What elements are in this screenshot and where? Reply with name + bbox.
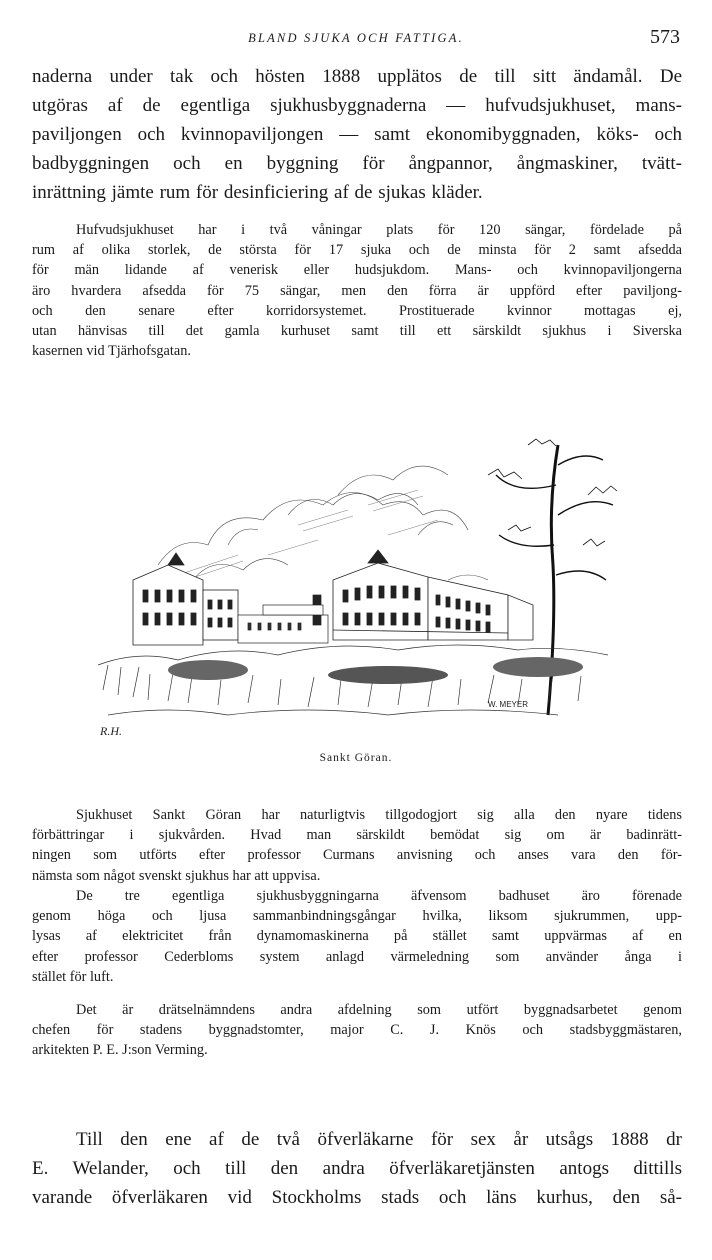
figure-caption: Sankt Göran. [319,752,393,764]
sky-hatching [178,490,438,581]
text-line: lysas af elektricitet från dynamomaskinerna på stället samt uppvärmas af en [32,928,682,945]
text-line: och den senare efter korridorsystemet. Prostituerade kvinnor mottagas ej, [32,302,682,319]
text-line: utan hänvisas till det gamla kurhuset samt till ett särskildt sjukhus i Siverska [32,323,682,340]
text-line: efter professor Cederbloms system anlagd värmeledning som använder ånga i [32,948,682,965]
text-line: rum af olika storlek, de största för 17 sjuka och de minsta för 2 samt afsedda [32,242,682,259]
text-line: äro hvardera afsedda för 75 sängar, men den förra är uppförd efter paviljong- [32,282,682,299]
running-head [32,26,680,50]
main-building [333,550,533,640]
foreground-grass [98,645,608,715]
text-line: paviljongen och kvinnopaviljongen — samt ekonomibyggnaden, köks- och [32,124,682,145]
text-line: stället för luft. [32,968,114,985]
signature-left: R.H. [100,724,122,738]
left-building [133,553,238,645]
text-line: Sjukhuset Sankt Göran har naturligtvis tillgodogjort sig alla den nyare tidens [76,807,682,823]
intro-paragraph [32,62,682,207]
text-line: utgöras af de egentliga sjukhusbyggnaderna — hufvudsjukhuset, mans- [32,95,682,116]
paragraph-sankt-goran [32,805,682,886]
text-line: arkitekten P. E. J:son Verming. [32,1042,208,1059]
closing-paragraph [32,1125,682,1212]
text-line: Hufvudsjukhuset har i två våningar plats för 120 sängar, fördelade på [76,222,682,238]
text-line: E. Welander, och till den andra öfverläkaretjänsten antogs dittills [32,1158,682,1179]
page-number: 573 [650,26,680,48]
text-line: De tre egentliga sjukhusbyggningarna äfvensom badhuset äro förenade [76,888,682,904]
text-line: förbättringar i sjukvården. Hvad man särskildt bemödat sig om är badinrätt- [32,827,682,844]
paragraph-hufvudsjukhuset [32,220,682,361]
middle-buildings [238,595,328,643]
text-line: Det är drätselnämndens andra afdelning som utfört byggnadsarbetet genom [76,1002,682,1018]
text-line: inrättning jämte rum för desinficiering af de sjukas kläder. [32,182,483,203]
running-title: BLAND SJUKA OCH FATTIGA. [248,31,464,45]
text-line: badbyggningen och en byggning för ångpannor, ångmaskiner, tvätt- [32,153,682,174]
text-line: för män lidande af venerisk eller hudsjukdom. Mans- och kvinnopaviljongerna [32,262,682,279]
illustration-sankt-goran [88,405,618,750]
signature-right: W. MEYER [488,700,529,709]
text-line: ningen som utförts efter professor Curmans anvisning och anses vara den för- [32,847,682,864]
text-line: genom höga och ljusa sammanbindningsgångar hvilka, liksom sjukrummen, upp- [32,908,682,925]
text-line: chefen för stadens byggnadstomter, major C. J. Knös och stadsbyggmästaren, [32,1022,682,1039]
paragraph-dratselnamnden [32,1000,682,1061]
text-line: varande öfverläkaren vid Stockholms stads och läns kurhus, den så- [32,1187,682,1208]
text-line: kasernen vid Tjärhofsgatan. [32,343,191,360]
text-line: Till den ene af de två öfverläkarne för sex år utsågs 1888 dr [76,1129,682,1150]
paragraph-sjukhusbyggningarna [32,886,682,987]
hospital-engraving [88,405,618,750]
text-line: nämsta som något svenskt sjukhus har att uppvisa. [32,867,321,884]
text-line: naderna under tak och hösten 1888 upplätos de till sitt ändamål. De [32,66,682,87]
